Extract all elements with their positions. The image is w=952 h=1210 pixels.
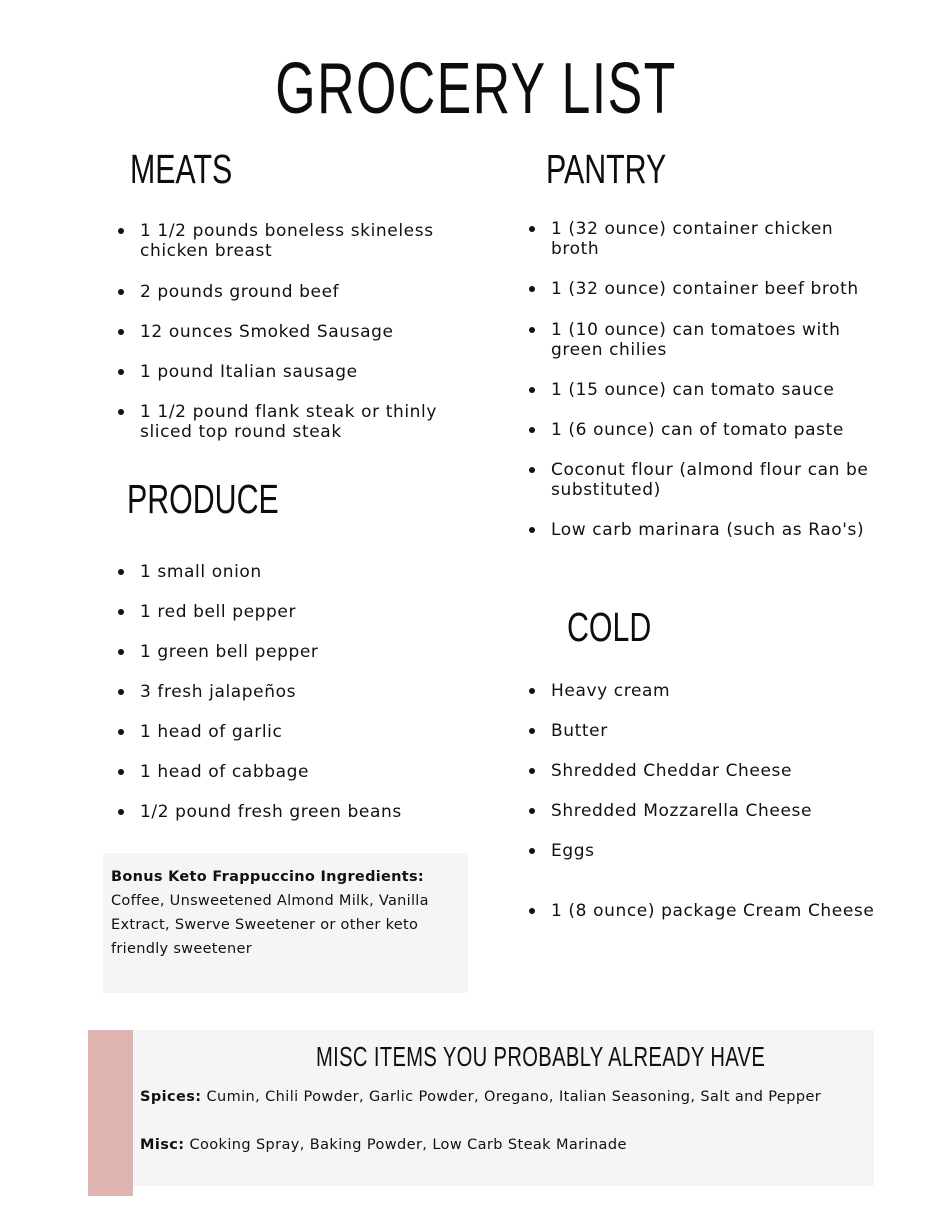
- pantry-heading: PANTRY: [546, 146, 667, 192]
- list-item: 1 (6 ounce) can of tomato paste: [529, 420, 879, 440]
- list-item: 1 small onion: [118, 562, 478, 582]
- list-item: 3 fresh jalapeños: [118, 682, 478, 702]
- list-item: 1 (10 ounce) can tomatoes with green chilies: [529, 320, 879, 360]
- page-title: GROCERY LIST: [275, 49, 677, 129]
- list-item: 12 ounces Smoked Sausage: [118, 322, 478, 342]
- list-item: 2 pounds ground beef: [118, 282, 478, 302]
- misc-accent-bar: [88, 1030, 133, 1196]
- bonus-label: Bonus Keto Frappuccino Ingredients:: [111, 869, 425, 885]
- misc-spices-line: [140, 1089, 840, 1105]
- spices-label: Spices:: [140, 1089, 202, 1105]
- list-item: Shredded Cheddar Cheese: [529, 761, 879, 781]
- produce-list: [118, 562, 478, 822]
- bonus-box: [103, 853, 468, 993]
- list-item: Eggs: [529, 841, 879, 861]
- cold-heading: COLD: [567, 604, 652, 650]
- list-item: 1 1/2 pound flank steak or thinly sliced top round steak: [118, 402, 478, 442]
- list-item: Coconut flour (almond flour can be substituted): [529, 460, 879, 500]
- misc-label: Misc:: [140, 1137, 185, 1153]
- list-item: Heavy cream: [529, 681, 879, 701]
- list-item: 1 1/2 pounds boneless skineless chicken breast: [118, 221, 478, 261]
- list-item: 1/2 pound fresh green beans: [118, 802, 478, 822]
- bonus-text: Coffee, Unsweetened Almond Milk, Vanilla Extract, Swerve Sweetener or other keto friendly sweetener: [111, 893, 429, 957]
- list-item: 1 head of cabbage: [118, 762, 478, 782]
- cold-list: [529, 681, 879, 921]
- misc-text: Cooking Spray, Baking Powder, Low Carb Steak Marinade: [189, 1137, 627, 1153]
- list-item: Low carb marinara (such as Rao's): [529, 520, 879, 540]
- list-item: 1 (32 ounce) container beef broth: [529, 279, 879, 299]
- spices-text: Cumin, Chili Powder, Garlic Powder, Oregano, Italian Seasoning, Salt and Pepper: [206, 1089, 822, 1105]
- list-item: 1 pound Italian sausage: [118, 362, 478, 382]
- list-item: 1 red bell pepper: [118, 602, 478, 622]
- meats-heading: MEATS: [130, 146, 233, 192]
- list-item: 1 green bell pepper: [118, 642, 478, 662]
- pantry-list: [529, 219, 879, 540]
- list-item: 1 (8 ounce) package Cream Cheese: [529, 901, 879, 921]
- list-item: 1 (15 ounce) can tomato sauce: [529, 380, 879, 400]
- list-item: Shredded Mozzarella Cheese: [529, 801, 879, 821]
- list-item: 1 head of garlic: [118, 722, 478, 742]
- meats-list: [118, 221, 478, 442]
- misc-misc-line: [140, 1137, 840, 1153]
- list-item: 1 (32 ounce) container chicken broth: [529, 219, 879, 259]
- list-item: Butter: [529, 721, 879, 741]
- produce-heading: PRODUCE: [127, 476, 279, 522]
- misc-title: MISC ITEMS YOU PROBABLY ALREADY HAVE: [316, 1041, 766, 1072]
